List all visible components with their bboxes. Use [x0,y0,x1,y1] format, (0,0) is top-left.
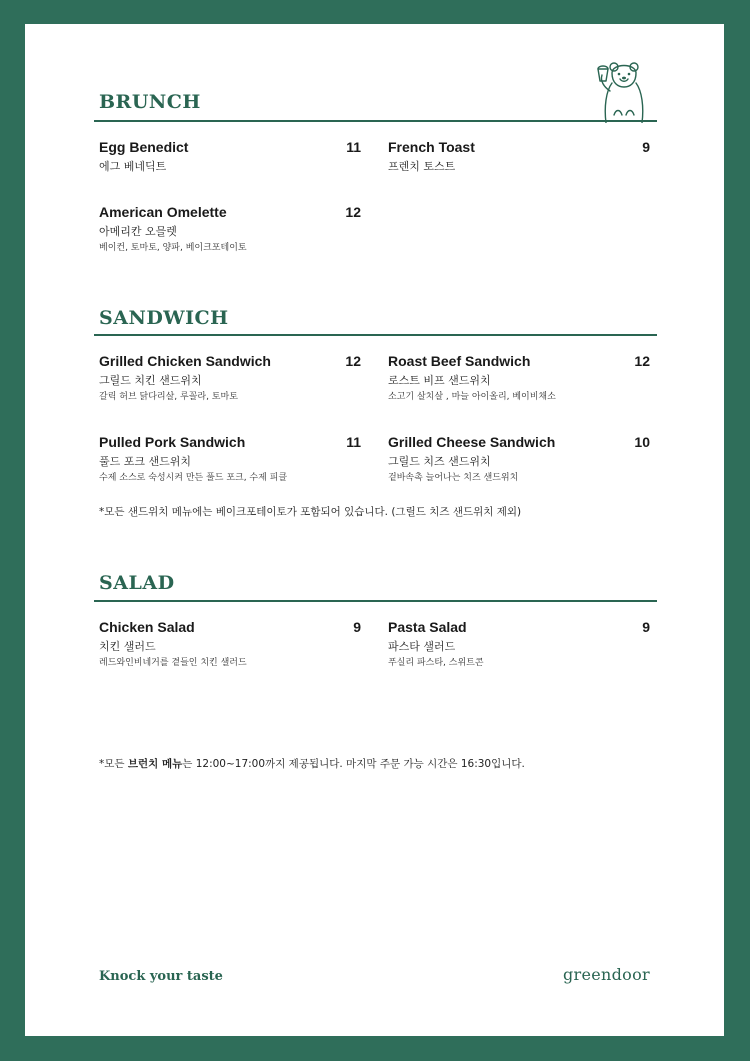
item-name: Pulled Pork Sandwich [99,434,246,450]
menu-item [99,203,361,255]
item-description: 베이컨, 토마토, 양파, 베이크포테이토 [99,243,247,253]
item-name: Grilled Cheese Sandwich [388,434,556,450]
menu-item [388,352,650,404]
footnote-bold: 브런치 메뉴 [127,758,183,770]
item-price: 12 [634,353,650,369]
section-divider [94,600,657,602]
item-name: Pasta Salad [388,619,467,635]
sandwich-note: *모든 샌드위치 메뉴에는 베이크포테이토가 포함되어 있습니다. (그릴드 치즈 샌드위치 제외) [99,506,522,518]
item-price: 12 [345,353,361,369]
menu-item [99,352,361,404]
item-description: 소고기 살치살 , 마늘 아이올리, 베이비채소 [388,392,556,402]
item-name: French Toast [388,139,475,155]
brunch-hours-note [99,757,525,771]
menu-page [25,24,724,1036]
item-name: Egg Benedict [99,139,189,155]
item-price: 9 [642,619,650,635]
item-price: 12 [345,204,361,220]
item-description: 갈릭 허브 닭다리살, 루꼴라, 토마토 [99,392,238,402]
item-description: 푸실리 파스타, 스위트콘 [388,658,484,668]
menu-item [99,138,361,174]
item-korean-name: 그릴드 치킨 샌드위치 [99,374,202,387]
item-name: American Omelette [99,204,227,220]
item-name: Grilled Chicken Sandwich [99,353,271,369]
brand-logo: greendoor [563,965,650,984]
section-divider [94,120,657,122]
item-price: 11 [346,139,361,155]
item-korean-name: 에그 베네딕트 [99,160,167,173]
item-korean-name: 풀드 포크 샌드위치 [99,455,192,468]
menu-item [388,433,650,485]
item-description: 레드와인비네거를 곁들인 치킨 샐러드 [99,658,247,668]
footer-tagline: Knock your taste [99,969,223,984]
menu-item [99,618,361,670]
item-korean-name: 치킨 샐러드 [99,640,156,653]
section-divider [94,334,657,336]
item-korean-name: 파스타 샐러드 [388,640,456,653]
item-korean-name: 아메리칸 오믈렛 [99,225,177,238]
section-title-salad: SALAD [99,572,175,594]
item-korean-name: 로스트 비프 샌드위치 [388,374,491,387]
section-title-brunch: BRUNCH [99,91,201,113]
footnote-prefix: *모든 [99,758,128,770]
item-price: 9 [642,139,650,155]
menu-item [99,433,361,485]
footnote-suffix: 는 12:00~17:00까지 제공됩니다. 마지막 주문 가능 시간은 16:30입니다. [182,758,525,770]
item-name: Roast Beef Sandwich [388,353,531,369]
item-price: 9 [353,619,361,635]
item-korean-name: 그릴드 치즈 샌드위치 [388,455,491,468]
item-price: 11 [346,434,361,450]
item-name: Chicken Salad [99,619,195,635]
item-korean-name: 프렌치 토스트 [388,160,456,173]
menu-item [388,138,650,174]
item-price: 10 [634,434,650,450]
bear-mascot-icon [590,57,654,123]
menu-item [388,618,650,670]
section-title-sandwich: SANDWICH [99,307,229,329]
item-description: 겉바속촉 늘어나는 치즈 샌드위치 [388,473,519,483]
item-description: 수제 소스로 숙성시켜 만든 풀드 포크, 수제 피클 [99,473,288,483]
